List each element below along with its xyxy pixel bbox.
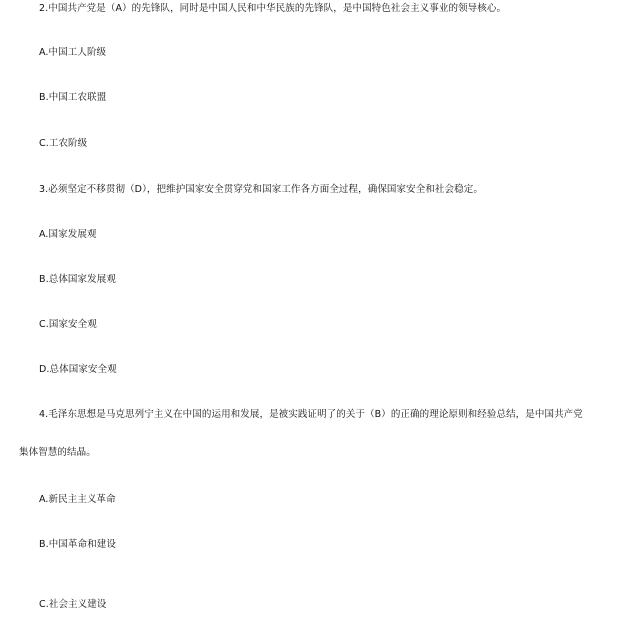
question-2-text: 2.中国共产党是（A）的先锋队，同时是中国人民和中华民族的先锋队，是中国特色社会主义事业的领导核心。: [39, 3, 507, 14]
question-4-option-a: A.新民主主义革命: [39, 494, 116, 505]
question-3-option-b: B.总体国家发展观: [39, 274, 116, 285]
question-3-option-a: A.国家发展观: [39, 229, 97, 240]
question-4-option-c: C.社会主义建设: [39, 599, 107, 610]
question-4-text-line-1: 4.毛泽东思想是马克思列宁主义在中国的运用和发展，是被实践证明了的关于（B）的正确的理论原则和经验总结，是中国共产党: [39, 409, 583, 420]
question-4-option-b: B.中国革命和建设: [39, 539, 116, 550]
question-2-option-a: A.中国工人阶级: [39, 47, 107, 58]
question-2-option-b: B.中国工农联盟: [39, 92, 107, 103]
question-2-option-c: C.工农阶级: [39, 138, 88, 149]
question-3-option-c: C.国家安全观: [39, 319, 97, 330]
question-4-text-line-2: 集体智慧的结晶。: [19, 447, 96, 458]
question-3-option-d: D.总体国家安全观: [39, 364, 117, 375]
question-3-text: 3.必须坚定不移贯彻（D），把维护国家安全贯穿党和国家工作各方面全过程，确保国家安全和社会稳定。: [39, 184, 483, 195]
